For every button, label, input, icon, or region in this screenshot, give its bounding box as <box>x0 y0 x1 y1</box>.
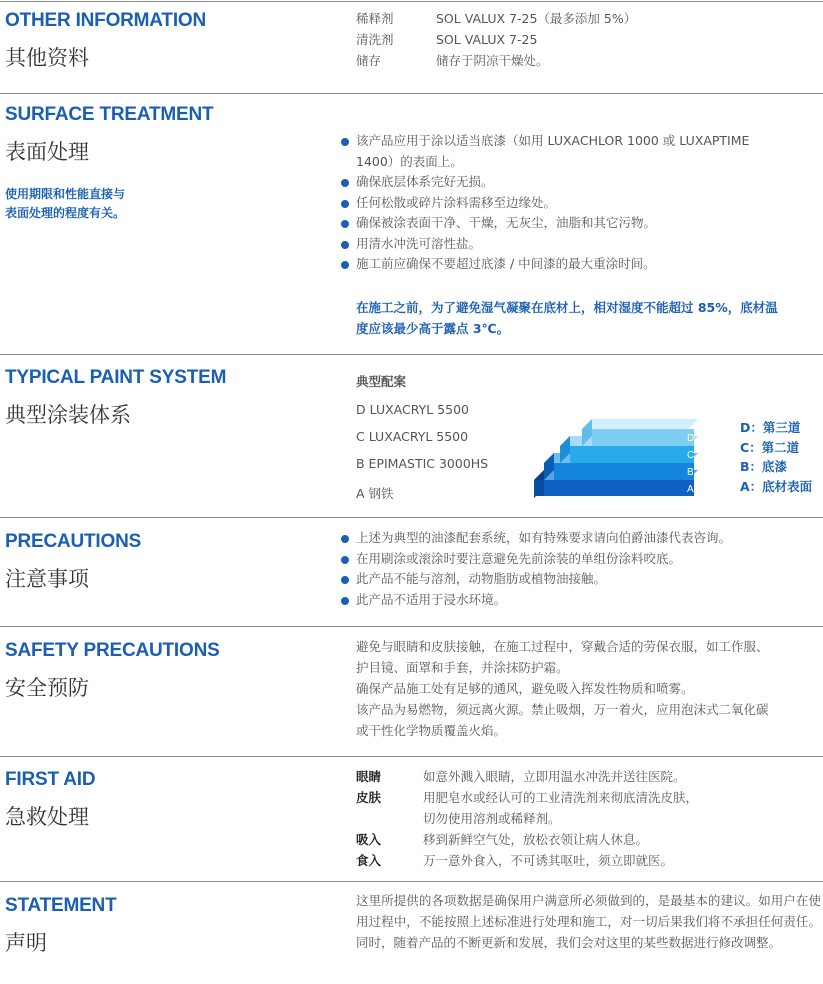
statement-title-zh: 声明 <box>5 931 47 955</box>
layer-a-code: A <box>687 484 694 495</box>
other-info-value: SOL VALUX 7-25 <box>436 32 538 47</box>
surface-title-en: SURFACE TREATMENT <box>5 104 214 125</box>
legend-item: C：第二道 <box>740 439 800 455</box>
first-aid-label: 眼睛 <box>356 769 382 784</box>
section-divider <box>0 517 823 518</box>
precautions-bullet-list <box>340 528 731 610</box>
list-item: 用清水冲洗可溶性盐。 <box>340 234 749 255</box>
section-divider <box>0 93 823 94</box>
layer-c-code: C <box>687 450 695 461</box>
layer-b-front <box>554 463 694 480</box>
surface-bullet-list <box>340 131 749 275</box>
safety-line: 或干性化学物质覆盖火焰。 <box>356 723 507 738</box>
first-aid-label: 皮肤 <box>356 790 382 805</box>
section-divider <box>0 756 823 757</box>
list-item: 此产品不适用于浸水环境。 <box>340 590 731 611</box>
list-item: 上述为典型的油漆配套系统，如有特殊要求请向伯爵油漆代表咨询。 <box>340 528 731 549</box>
statement-title-en: STATEMENT <box>5 895 117 916</box>
paint-system-title-zh: 典型涂装体系 <box>5 403 131 427</box>
list-item <box>340 131 749 172</box>
paint-system-heading: 典型配案 <box>356 374 407 389</box>
precautions-title-zh: 注意事项 <box>5 567 89 591</box>
safety-line: 确保产品施工处有足够的通风，避免吸入挥发性物质和喷雾。 <box>356 681 694 696</box>
first-aid-title-zh: 急救处理 <box>5 805 89 829</box>
first-aid-value: 用肥皂水或经认可的工业清洗剂来彻底清洗皮肤， <box>423 790 699 805</box>
safety-text <box>356 636 769 741</box>
other-info-label: 储存 <box>356 53 382 68</box>
safety-title-en: SAFETY PRECAUTIONS <box>5 640 220 661</box>
list-item: 此产品不能与溶剂，动物脂肪或植物油接触。 <box>340 569 731 590</box>
layer-d-front <box>592 429 694 446</box>
safety-title-zh: 安全预防 <box>5 676 89 700</box>
first-aid-value: 万一意外食入，不可诱其呕吐，须立即就医。 <box>423 853 674 868</box>
other-info-title-en: OTHER INFORMATION <box>5 10 207 31</box>
statement-text: 这里所提供的各项数据是确保用户满意所必须做到的，是最基本的建议。如用户在使用过程中，不能按照上述标准进行处理和施工，对一切后果我们将不承担任何责任。同时，随着产品的不断更新和发展，我们会对这里的某些数据进行修改调整。 <box>356 893 821 950</box>
surface-warning-line: 在施工之前，为了避免湿气凝聚在底材上，相对湿度不能超过 85%，底材温 <box>356 300 778 315</box>
legend-item: D：第三道 <box>740 420 801 435</box>
safety-line: 护目镜、面罩和手套，并涂抹防护霜。 <box>356 660 569 675</box>
layer-d-code: D <box>687 433 695 444</box>
first-aid-label: 吸入 <box>356 832 382 847</box>
first-aid-value: 移到新鲜空气处，放松衣领让病人休息。 <box>423 832 649 847</box>
layer-a-front <box>544 480 694 496</box>
layer-product: B EPIMASTIC 3000HS <box>356 456 489 471</box>
list-item-text-cont: 1400）的表面上。 <box>356 153 463 169</box>
surface-note-line: 表面处理的程度有关。 <box>5 206 126 220</box>
surface-note <box>5 185 125 223</box>
layer-product: D LUXACRYL 5500 <box>356 402 469 417</box>
top-divider <box>0 1 823 2</box>
first-aid-value: 如意外溅入眼睛，立即用温水冲洗并送往医院。 <box>423 769 686 784</box>
list-item: 任何松散或碎片涂料需移至边缘处。 <box>340 193 749 214</box>
layer-b-code: B <box>687 467 694 478</box>
layer-product: C LUXACRYL 5500 <box>356 429 469 444</box>
layer-a-band <box>534 480 544 496</box>
list-item: 在用刷涂或滚涂时要注意避免先前涂装的单组份涂料咬底。 <box>340 549 731 570</box>
other-info-value: SOL VALUX 7-25（最多添加 5%） <box>436 11 637 26</box>
surface-note-line: 使用期限和性能直接与 <box>5 187 126 201</box>
surface-warning-line: 度应该最少高于露点 3℃。 <box>356 321 510 336</box>
list-item: 确保底层体系完好无损。 <box>340 172 749 193</box>
section-divider <box>0 626 823 627</box>
other-info-label: 稀释剂 <box>356 11 394 26</box>
layer-product: A 钢铁 <box>356 486 394 501</box>
legend-item: B：底漆 <box>740 459 788 474</box>
surface-warning <box>356 297 778 339</box>
list-item: 确保被涂表面干净、干燥，无灰尘，油脂和其它污物。 <box>340 213 749 234</box>
list-item-text: 该产品应用于涂以适当底漆（如用 LUXACHLOR 1000 或 LUXAPTIME <box>356 133 750 148</box>
paint-system-legend <box>740 418 812 496</box>
first-aid-title-en: FIRST AID <box>5 769 96 790</box>
first-aid-value: 切勿使用溶剂或稀释剂。 <box>423 811 561 826</box>
other-info-title-zh: 其他资料 <box>5 46 89 70</box>
legend-item: A：底材表面 <box>740 478 813 494</box>
layer-c-front <box>570 446 694 463</box>
surface-title-zh: 表面处理 <box>5 140 89 164</box>
paint-system-title-en: TYPICAL PAINT SYSTEM <box>5 367 227 388</box>
safety-line: 该产品为易燃物，须远离火源。禁止吸烟，万一着火，应用泡沫式二氧化碳 <box>356 702 769 717</box>
other-info-value: 储存于阴凉干燥处。 <box>436 53 549 68</box>
safety-line: 避免与眼睛和皮肤接触，在施工过程中，穿戴合适的劳保衣服，如工作服、 <box>356 639 769 654</box>
layer-d-top <box>582 419 698 429</box>
first-aid-label: 食入 <box>356 853 382 868</box>
precautions-title-en: PRECAUTIONS <box>5 531 142 552</box>
list-item: 施工前应确保不要超过底漆 / 中间漆的最大重涂时间。 <box>340 254 749 275</box>
section-divider <box>0 881 823 882</box>
paint-layers-diagram <box>530 408 730 508</box>
other-info-label: 清洗剂 <box>356 32 394 47</box>
section-divider <box>0 354 823 355</box>
